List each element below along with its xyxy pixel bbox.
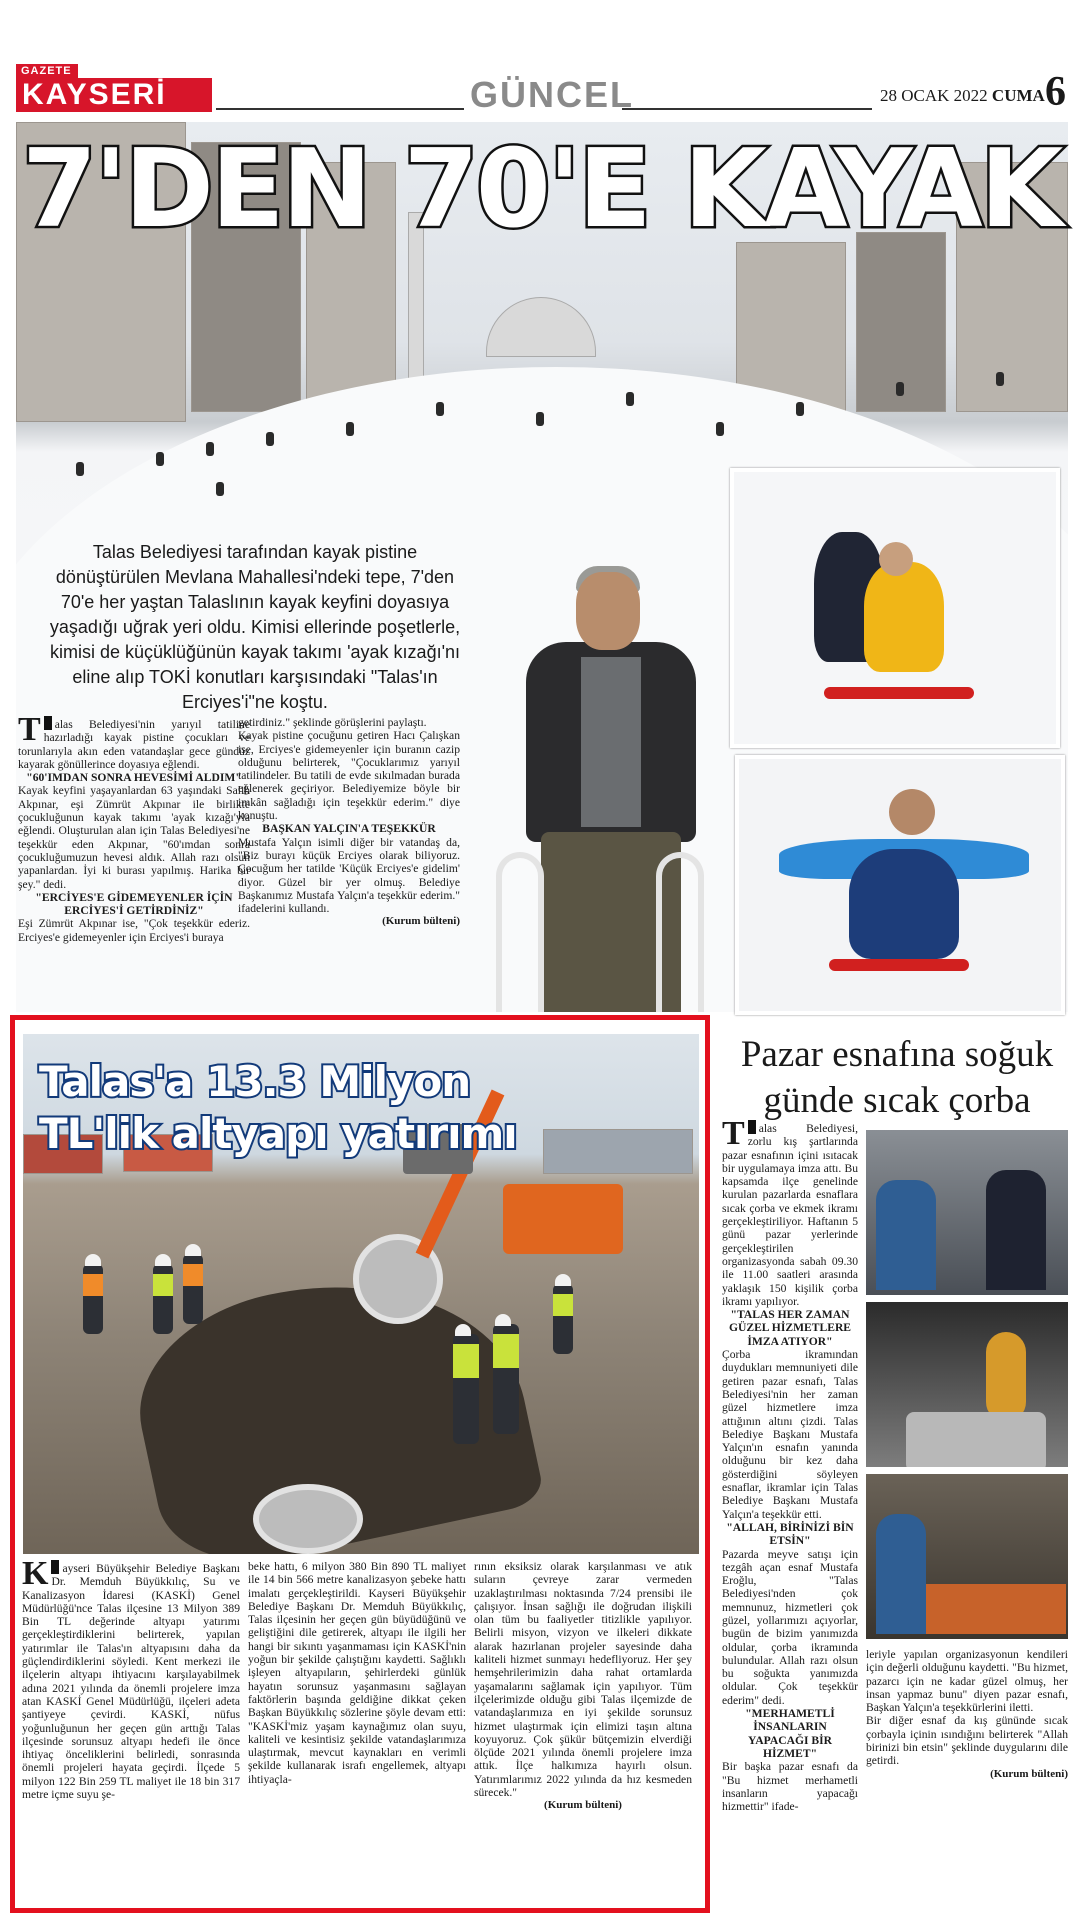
person	[436, 402, 444, 416]
produce-crates	[926, 1584, 1066, 1634]
subheading: "MERHAMETLİ İNSANLARIN YAPACAĞI BİR HİZMET"	[745, 1707, 835, 1760]
man-head	[576, 572, 640, 650]
infrastructure-col1	[22, 1555, 240, 1802]
top-article-col1	[18, 711, 250, 944]
main-headline: 7'DEN 70'E KAYAK	[22, 127, 1061, 252]
safety-vest	[83, 1274, 103, 1296]
vendor-person	[986, 1170, 1046, 1290]
date-text: 28 OCAK 2022	[880, 86, 988, 105]
person	[626, 392, 634, 406]
helmet	[185, 1244, 201, 1256]
headline-line-1: Talas'a 13.3 Milyon	[39, 1057, 471, 1106]
worker	[83, 1264, 103, 1334]
safety-vest	[493, 1334, 519, 1368]
weekday-text: CUMA	[991, 86, 1045, 105]
child-face	[879, 542, 913, 576]
paragraph: Mustafa Yalçın isimli diğer bir vatandaş da, "Biz burayı küçük Erciyes olarak biliyoruz. Çocuğum her tatilde 'Küçük Erciyes'e gidelim' diyor. Güzel bir yer olmuş. Belediye Başkanımız Mustafa Yalçın'a teşekkür ederim." ifadelerini kullandı.	[238, 835, 460, 916]
credit: (Kurum bülteni)	[990, 1767, 1068, 1780]
soup-photo-3	[866, 1474, 1068, 1639]
person	[536, 412, 544, 426]
excavator-body	[503, 1184, 623, 1254]
intro-paragraph: Talas Belediyesi tarafından kayak pistine dönüştürülen Mevlana Mahallesi'ndeki tepe, 7'den 70'e her yaştan Talaslının kayak keyfini doyasıya yaşadığı uğrak yeri oldu. Kimisi ellerinde poşetlerle, kimisi de küçüklüğünün kayak takımı 'ayak kızağı'nı eline alıp TOKİ konutları karşısındaki "Talas'ın Erciyes'i"ne koştu.	[49, 542, 461, 712]
person	[216, 482, 224, 496]
person	[76, 462, 84, 476]
issue-date	[880, 86, 1045, 106]
headline-line-2: TL'lik altyapı yatırımı	[39, 1109, 517, 1158]
child-blue-coat	[849, 849, 959, 959]
sled-rail-right	[656, 852, 704, 1012]
helmet	[155, 1254, 171, 1266]
person	[896, 382, 904, 396]
page-number: 6	[1045, 69, 1066, 115]
soup-pot	[906, 1412, 1046, 1467]
drop-cap: K	[22, 1555, 49, 1592]
drop-cap: T	[18, 711, 41, 748]
paragraph: alas Belediyesi, zorlu kış şartlarında pazar esnafının içini ısıtacak bir uygulamaya imza attı. Bu kapsamda ilçe genelinde kurulan pazarlarda esnaflara sıcak çorba ve ekmek ikramı gerçekleştiriliyor. Haftanın 5 günü pazar yerlerinde gerçekleştirilen organizasyonda sabah 09.30 ile 11.00 saatleri arasında yaklaşık 150 kişilik çorba ikramı yapılıyor.	[722, 1122, 858, 1308]
man-sweater	[581, 657, 641, 827]
sled-rail-left	[496, 852, 544, 1012]
infrastructure-col3	[474, 1560, 692, 1813]
pazar-col2	[866, 1648, 1068, 1781]
safety-vest	[183, 1264, 203, 1286]
server-person	[876, 1180, 936, 1290]
helmet	[555, 1274, 571, 1286]
soup-ladle	[986, 1332, 1026, 1422]
safety-vest	[453, 1344, 479, 1378]
paragraph: leriyle yapılan organizasyonun kendileri için değerli olduğunu kaydetti. "Bu hizmet, pazarcı için ne kadar güzel olmuş, her insan yapmaz bunu" diyen pazar esnafı, Başkan Yalçın'a teşekkürlerini iletti.	[866, 1648, 1068, 1715]
person	[346, 422, 354, 436]
child-face	[889, 789, 935, 835]
paragraph: rının eksiksiz olarak karşılanması ve atık suların çevreye zarar vermeden uzaklaştırılması noktasında 7/24 prensibi ile çalışıyor. İnsan sağlığı ile doğrudan ilişkili olan tüm bu faaliyetler titizlikle yapılıyor. Belirli misyon, vizyon ve ilkeleri dikkate alarak hazırlanan projeler sayesinde daha kaliteli hizmet sunmayı hedefliyoruz. Her şey hemşehrilerimizin daha rahat ortamlarda yaşamalarını sağlamak için yapılıyor. Tüm ilçelerimizde olduğu gibi Talas ilçemizde de vatandaşlarımıza en iyi şekilde sorunsuz hizmet ulaştırmak için elimizi taşın altına koyuyoruz. Çok şükür bütçemizin elverdiği ölçüde 2021 yılında önemli projelere imza attık. İlçe halkımıza hayırlı olsun. Yatırımlarımız 2022 yılında da hız kesmeden sürecek."	[474, 1560, 692, 1800]
worker	[553, 1284, 573, 1354]
construction-photo	[23, 1034, 699, 1554]
man-on-ayak-kizagi	[486, 562, 726, 1012]
paragraph: getirdiniz." şeklinde görüşlerini paylaştı.	[238, 716, 427, 729]
logo-main-text: KAYSERİ	[16, 78, 212, 112]
paragraph: ayseri Büyükşehir Belediye Başkanı Dr. Memduh Büyükkılıç, Su ve Kanalizasyon İdaresi (KASKİ) Genel Müdürlüğü'nce Talas ilçesine 13 Milyon 389 Bin TL değerinde altyapı yatırımı gerçekleştirdiklerini belirterek, yapılan yatırımlar ile Talas'ın altyapısını daha da güçlendirdiklerini söyledi. Kent merkezi ile ilçelerin altyapı ihtiyacını karşılayabilmek adına 2021 yılında da önemli projelere imza atan KASKİ Genel Müdürlüğü, ilçeleri adeta şantiyeye çevirdi. KASKİ, nüfus yoğunluğunun her geçen gün arttığı Talas ilçesinde sorunsuz altyapı hedefi ile önce ihtiyaç önceliklerini belirledi, sonrasında önemli projeleri hayata geçirdi. İlçede 5 milyon 122 Bin 259 TL maliyet ile 18 bin 317 metre içme suyu şe-	[22, 1562, 240, 1802]
bullet-square	[51, 1560, 59, 1574]
person	[266, 432, 274, 446]
header-rule-left	[216, 108, 464, 110]
subheading: BAŞKAN YALÇIN'A TEŞEKKÜR	[262, 822, 436, 836]
red-sled	[829, 959, 969, 971]
bullet-square	[748, 1120, 756, 1134]
worker	[493, 1324, 519, 1434]
helmet	[85, 1254, 101, 1266]
mosque-dome	[486, 297, 596, 357]
worker	[153, 1264, 173, 1334]
masthead-logo	[16, 64, 212, 112]
bullet-square	[44, 716, 52, 730]
red-sled	[824, 687, 974, 699]
safety-vest	[153, 1274, 173, 1296]
paragraph: Pazarda meyve satışı için tezgâh açan esnaf Mustafa Eroğlu, "Talas Belediyesi'nden çok memnunuz, hizmetleri çok güzel, yollarımızı açıyorlar, bugün de bizim yanımızda oldular, çorba ikramında bulundular. Allah razı olsun bu soğukta yanımızda oldular. Çok teşekkür ederim" dedi.	[722, 1547, 858, 1707]
helmet	[455, 1324, 471, 1336]
credit: (Kurum bülteni)	[382, 915, 460, 928]
logo-top-text: GAZETE	[16, 64, 78, 78]
paragraph: Bir diğer esnaf da kış gününde sıcak çorbayla içinin ısındığını belirterek "Allah birinizi bin etsin" şeklinde duygularını dile getirdi.	[866, 1714, 1068, 1768]
paragraph: Kayak pistine çocuğunu getiren Hacı Çalışkan ise, Erciyes'e gidemeyenler için buranın cazip olduğunu belirterek, "Çocuklarımız yarıyıl tatilindeler. Bu tatili de evde sıkılmadan burada eğlenerek geçiriyor. Belediyemize böyle bir imkân sağladığı için teşekkür ederim." diye konuştu.	[238, 729, 460, 823]
pazar-headline: Pazar esnafına soğuk günde sıcak çorba	[740, 1034, 1054, 1121]
worker	[183, 1254, 203, 1324]
person	[996, 372, 1004, 386]
pazar-col1	[722, 1115, 858, 1814]
person	[156, 452, 164, 466]
person	[796, 402, 804, 416]
soup-photo-1	[866, 1130, 1068, 1295]
paragraph: alas Belediyesi'nin yarıyıl tatiline hazırladığı kayak pistine çocukları ve torunlarıyla akın eden vatandaşlar gece gündüz kayarak gönüllerince doyasıya eğlendi.	[18, 718, 250, 771]
inset-photo-sled-family	[730, 468, 1060, 748]
infrastructure-col2: beke hattı, 6 milyon 380 Bin 890 TL maliyet ile 14 bin 566 metre kanalizasyon şebeke hattı imalatı gerçekleştirildi. Kayseri Büyükşehir Belediye Başkanı Dr. Memduh Büyükkılıç, Talas ilçesinin her geçen gün büyüdüğünü ve geliştiğini dile getirerek, altyapı ile ilgili her hangi bir sıkıntı yaşanmaması için KASKİ'nin yoğun bir şekilde çalıştığını kaydetti. Sağlıklı işleyen altyapıların, şehirlerdeki günlük hayatın sorunsuz yaşanmasını sağlayan faktörlerin başında geldiğine dikkat çeken Başkan Büyükkılıç sözlerine şöyle devam etti: "KASKİ'miz yaşam kaynağımız olan suyu, kaliteli ve kesintisiz şekilde vatandaşlarımıza ulaştırmak, mevcut kaynakları en verimli şekilde kullanarak israfı engellemek, altyapı ihtiyaçla-	[248, 1560, 466, 1786]
soup-photo-2	[866, 1302, 1068, 1467]
infrastructure-headline	[39, 1056, 517, 1160]
person	[716, 422, 724, 436]
subheading: "60'IMDAN SONRA HEVESİMİ ALDIM"	[26, 771, 242, 785]
paragraph: Kayak keyfini yaşayanlardan 63 yaşındaki Salih Akpınar, eşi Zümrüt Akpınar ile birlikte çocukluğunun kayak takımı 'ayak kızağı'yla eğlendi. Oluşturulan alan için Talas Belediyesi'ne teşekkür eden Akpınar, "60'ımdan sonra çocukluğumuzun hevesi aldık. Allah razı olsun yapanlardan. İyi ki burası yapılmış. Harika bir şey." dedi.	[18, 784, 250, 891]
inset-photo-kids-sled	[735, 755, 1065, 1015]
top-article-col2	[238, 716, 460, 929]
subheading: "ALLAH, BİRİNİZİ BİN ETSİN"	[726, 1520, 854, 1548]
section-title: GÜNCEL	[470, 74, 634, 115]
safety-vest	[553, 1294, 573, 1316]
helmet	[495, 1314, 511, 1326]
subheading: "ERCİYES'E GİDEMEYENLER İÇİN ERCİYES'İ GETİRDİNİZ"	[35, 890, 233, 918]
credit: (Kurum bülteni)	[544, 1799, 622, 1812]
paragraph: Eşi Zümrüt Akpınar ise, "Çok teşekkür ederiz. Erciyes'e gidemeyenler için Erciyes'i buraya	[18, 917, 250, 944]
worker	[453, 1334, 479, 1444]
header-rule-right	[622, 108, 872, 110]
paragraph: Çorba ikramından duydukları memnuniyeti dile getiren pazar esnafı, Talas Belediyesi'nin her zaman güzel hizmetlere imza attığının altını çizdi. Talas Belediye Başkanı Mustafa Yalçın'ın esnafın yanında olduğunu bir kez daha gösterdiğini söyleyen esnaflar, ikramlar için Talas Belediye Başkanı Mustafa Yalçın'a teşekkür etti.	[722, 1348, 858, 1521]
paragraph: Bir başka pazar esnafı da "Bu hizmet merhametli insanların yapacağı hizmettir" ifade-	[722, 1760, 858, 1814]
person	[206, 442, 214, 456]
subheading: "TALAS HER ZAMAN GÜZEL HİZMETLERE İMZA ATIYOR"	[728, 1308, 852, 1348]
server-person	[876, 1514, 926, 1634]
drop-cap: T	[722, 1115, 745, 1152]
child-yellow-coat	[864, 562, 944, 672]
concrete-pipe	[253, 1484, 363, 1554]
